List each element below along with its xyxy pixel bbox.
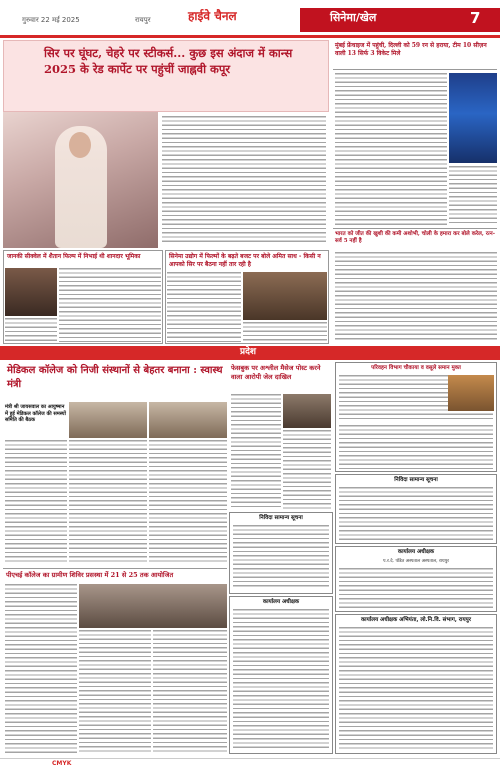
mid-right-story <box>333 228 497 250</box>
section-band-label: प्रदेश <box>240 347 257 357</box>
facebook-text-1 <box>231 394 281 510</box>
office-ad-1-text <box>233 609 329 749</box>
tender-ad-1 <box>229 512 333 594</box>
top-right-headline: मुंबई फ्रेंचाइज में पहुंची, दिल्ली को 59 रन से हराया, टीम 10 सीज़न वाली 13 सिर्फ 3 विकेट मिले <box>335 42 487 57</box>
accused-photo <box>283 394 331 428</box>
facebook-headline: फेसबुक पर अश्लील मैसेज पोस्ट करने वाला आरोपी जेल दाखिल <box>231 364 321 381</box>
medical-photo-strip <box>69 402 227 438</box>
section-band <box>0 346 500 360</box>
pg-text-1 <box>5 584 77 754</box>
issue-city: रायपुर <box>135 16 151 24</box>
section-title: सिनेमा/खेल <box>330 11 377 24</box>
lead-headline: सिर पर घूंघट, चेहरे पर स्टीकर्स... कुछ इस अंदाज में कान्स 2025 के रेड कार्पेट पर पहुंचीं जाह्नवी कपूर <box>44 46 293 76</box>
cinema-text-1b <box>5 318 57 342</box>
masthead-logo: हाईवे चैनल <box>188 9 237 23</box>
tender-ad-1-text <box>233 525 329 589</box>
office-ad-2 <box>335 546 497 612</box>
page-number: 7 <box>470 9 481 27</box>
tender-ad-2-text <box>339 487 493 541</box>
lead-photo <box>3 112 158 248</box>
office-ad-2-text <box>339 568 493 610</box>
footer-label: CMYK <box>52 760 72 767</box>
pg-group-photo <box>79 584 227 628</box>
tender-ad-2 <box>335 474 497 544</box>
top-right-story <box>333 40 497 70</box>
cinema-headline-1: जानकी सीक्वेल में शैतान फिल्म में निभाई थी शानदार भूमिका <box>7 253 141 260</box>
facebook-text-2 <box>283 430 331 510</box>
office-ad-2-sub: प.र.दे. पंडित अस्पताल अस्पताल, रायपुर <box>383 558 449 564</box>
office-ad-2-title: कार्यालय अधीक्षक <box>397 549 435 555</box>
medical-headline: मेडिकल कॉलेज को निजी संस्थानों से बेहतर बनाना : स्वास्थ मंत्री <box>7 365 223 390</box>
tender-ad-2-title: निविदा सामान्य सूचना <box>394 477 438 483</box>
medical-text-2 <box>69 440 147 564</box>
top-right-text <box>335 73 447 225</box>
pg-text-2 <box>79 630 151 754</box>
transport-ad-text-2 <box>339 425 493 469</box>
figure-face <box>69 132 91 158</box>
transport-ad <box>335 362 497 472</box>
transport-ad-photo <box>448 375 494 411</box>
cinema-text-1 <box>59 268 161 342</box>
cinema-text-2b <box>243 322 327 342</box>
cinema-headline-2: सिनेमा उद्योग में फिल्मों के बढ़ते बजट पर बोले अमित साध - किसी न आपको सिर पर बैठना नहीं तार रही है <box>169 253 321 268</box>
medical-story-header <box>3 362 227 400</box>
actor-photo <box>243 272 327 320</box>
cinema-text-2 <box>167 272 241 342</box>
meeting-photo <box>69 402 147 438</box>
pg-story-header <box>3 568 227 582</box>
medical-subhead: मंत्री श्री जायसवाल का आयुष्मान में हुई मेडिकल कॉलेज की समस्यों समिति की बैठक <box>5 404 66 423</box>
mid-right-text <box>335 252 497 342</box>
medical-text-3 <box>149 440 227 564</box>
lead-story-text <box>162 116 326 244</box>
pg-headline: पीएचई कॉलेज का ग्रामीण शिविर प्रसस्था में 21 से 25 तक आयोजित <box>6 571 174 579</box>
notice-ad-title: कार्यालय अधीक्षक अभियंता, लो.नि.वि. संभाग, रायपुर <box>360 617 472 623</box>
top-right-text-2 <box>449 166 497 226</box>
tender-ad-1-title: निविदा सामान्य सूचना <box>259 515 303 521</box>
notice-ad <box>335 614 497 754</box>
lead-story-banner <box>3 40 329 112</box>
office-ad-1 <box>229 596 333 754</box>
notice-ad-text <box>339 627 493 751</box>
cricket-player-photo <box>449 73 497 163</box>
mid-right-headline: भारत को जीत की खुशी की कमी अशोभी, चोली के हमारा कर बोले करेल, रत्न- सर्व 5 नहीं है <box>335 231 496 245</box>
page-footer <box>0 758 500 768</box>
issue-date: गुरुवार 22 मई 2025 <box>22 16 80 24</box>
meeting-photo <box>149 402 227 438</box>
office-ad-1-title: कार्यालय अधीक्षक <box>262 599 300 605</box>
transport-ad-title: परिवहन विभाग चौकाया व वसूले समान मुक्त <box>371 365 461 371</box>
actress-photo <box>5 268 57 316</box>
medical-text-1 <box>5 440 67 564</box>
pg-text-3 <box>153 630 227 754</box>
facebook-story-header <box>229 362 333 392</box>
